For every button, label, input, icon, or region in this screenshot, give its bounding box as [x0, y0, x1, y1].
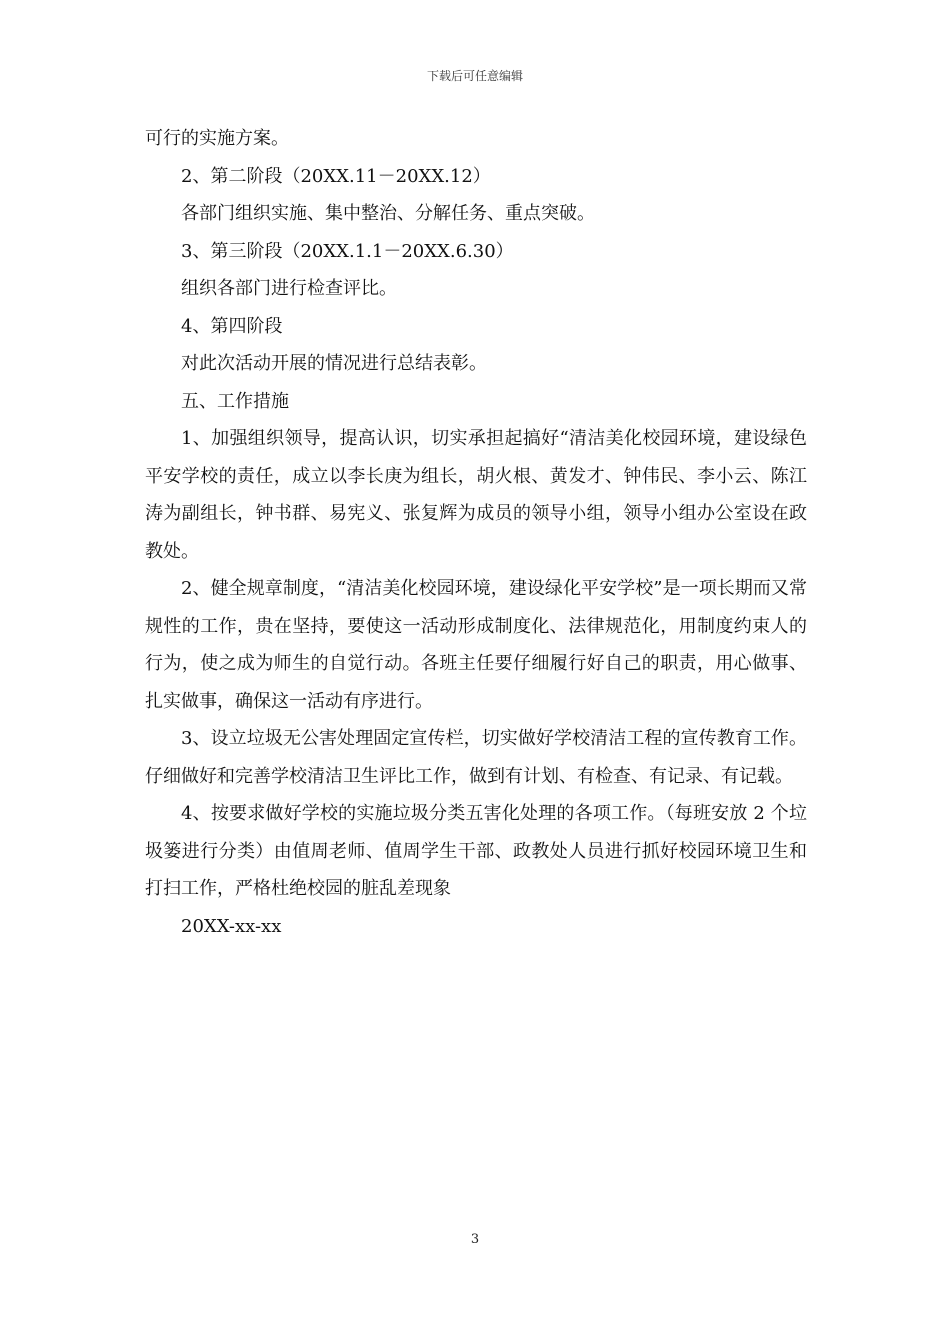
paragraph-8: 1、加强组织领导，提高认识，切实承担起搞好“清洁美化校园环境，建设绿色平安学校的责任，成立以李长庚为组长，胡火根、黄发才、钟伟民、李小云、陈江涛为副组长，钟书群、易宪义、张复辉为成员的领导小组，领导小组办公室设在政教处。 [145, 428, 807, 562]
date-line: 20XX-xx-xx [181, 915, 282, 937]
paragraph-9: 2、健全规章制度，“清洁美化校园环境，建设绿化平安学校”是一项长期而又常规性的工作，贵在坚持，要使这一活动形成制度化、法律规范化，用制度约束人的行为，使之成为师生的自觉行动。各班主任要仔细履行好自己的职责，用心做事、扎实做事，确保这一活动有序进行。 [145, 578, 807, 712]
page-header: 下载后可任意编辑 [426, 69, 523, 83]
document-body [145, 120, 807, 945]
paragraph-3: 3、第三阶段（20XX.1.1－20XX.6.30） [181, 240, 514, 262]
paragraph-4: 组织各部门进行检查评比。 [181, 278, 397, 299]
section-heading: 五、工作措施 [181, 390, 289, 412]
paragraph-5: 4、第四阶段 [181, 315, 283, 337]
paragraph-6: 对此次活动开展的情况进行总结表彰。 [181, 353, 487, 374]
paragraph-2: 各部门组织实施、集中整治、分解任务、重点突破。 [181, 203, 595, 224]
page-number: 3 [470, 1232, 480, 1247]
paragraph-11: 4、按要求做好学校的实施垃圾分类五害化处理的各项工作。（每班安放 2 个垃圾篓进行分类）由值周老师、值周学生干部、政教处人员进行抓好校园环境卫生和打扫工作，严格杜绝校园的脏乱差现象 [145, 803, 807, 899]
paragraph-1: 2、第二阶段（20XX.11－20XX.12） [181, 165, 491, 187]
paragraph-10: 3、设立垃圾无公害处理固定宣传栏，切实做好学校清洁工程的宣传教育工作。仔细做好和完善学校清洁卫生评比工作，做到有计划、有检查、有记录、有记载。 [145, 728, 807, 787]
paragraph-0: 可行的实施方案。 [145, 128, 289, 149]
